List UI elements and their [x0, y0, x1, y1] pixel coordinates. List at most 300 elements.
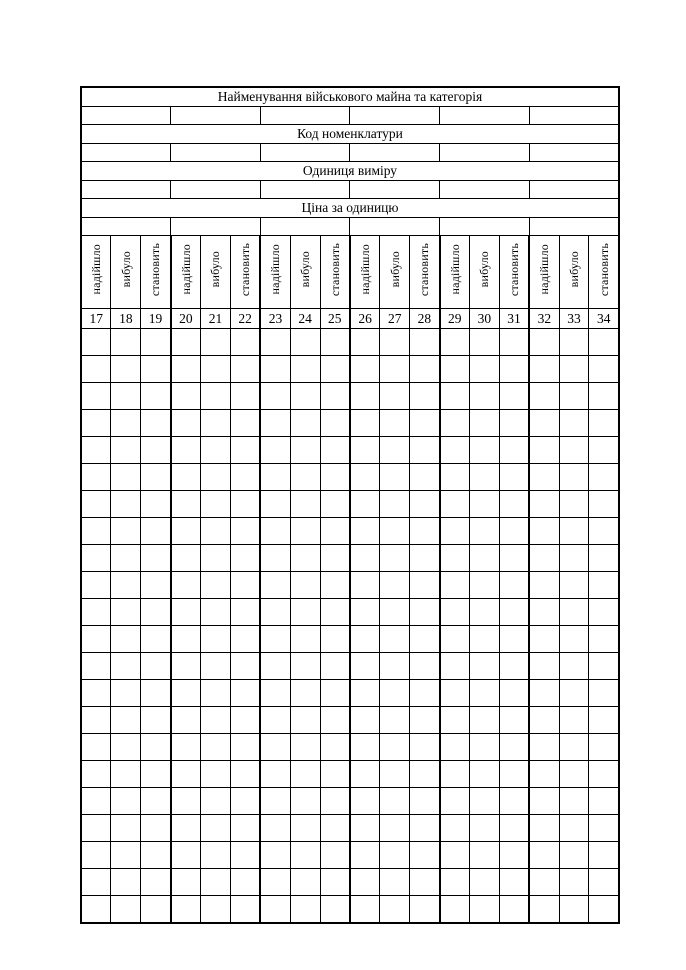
data-cell: [499, 896, 529, 924]
data-cell: [171, 680, 201, 707]
data-cell: [290, 842, 320, 869]
vertical-subheader-label: надійшло: [358, 244, 373, 295]
data-cell: [201, 572, 231, 599]
fill-row-unit-of-measure: [81, 180, 619, 199]
data-row: [81, 383, 619, 410]
data-row: [81, 707, 619, 734]
data-cell: [111, 518, 141, 545]
data-cell: [171, 842, 201, 869]
data-cell: [380, 788, 410, 815]
data-row: [81, 842, 619, 869]
vertical-subheader-label: становить: [417, 242, 432, 297]
data-cell: [260, 491, 290, 518]
data-cell: [410, 599, 440, 626]
data-cell: [410, 815, 440, 842]
data-cell: [320, 869, 350, 896]
vertical-subheader-cell: [141, 236, 171, 309]
data-cell: [201, 734, 231, 761]
data-cell: [410, 410, 440, 437]
data-cell: [81, 329, 111, 356]
data-cell: [290, 599, 320, 626]
data-cell: [380, 761, 410, 788]
data-cell: [589, 896, 619, 924]
data-cell: [410, 734, 440, 761]
data-cell: [469, 518, 499, 545]
data-cell: [469, 680, 499, 707]
data-cell: [320, 383, 350, 410]
data-cell: [111, 626, 141, 653]
data-cell: [141, 410, 171, 437]
column-number-cell: 27: [380, 309, 410, 329]
entry-cell: [440, 143, 530, 162]
data-cell: [111, 842, 141, 869]
data-cell: [260, 518, 290, 545]
data-cell: [350, 518, 380, 545]
property-accounting-table: [80, 86, 620, 924]
data-cell: [350, 653, 380, 680]
data-cell: [350, 356, 380, 383]
data-cell: [81, 842, 111, 869]
vertical-subheader-cell: [410, 236, 440, 309]
data-cell: [260, 761, 290, 788]
data-cell: [410, 491, 440, 518]
vertical-subheader-cell: [350, 236, 380, 309]
data-cell: [499, 410, 529, 437]
data-row: [81, 572, 619, 599]
data-cell: [589, 410, 619, 437]
data-cell: [201, 410, 231, 437]
data-cell: [171, 707, 201, 734]
data-cell: [320, 680, 350, 707]
data-cell: [529, 410, 559, 437]
data-cell: [559, 356, 589, 383]
data-cell: [440, 815, 470, 842]
data-cell: [469, 383, 499, 410]
data-cell: [260, 383, 290, 410]
data-cell: [201, 491, 231, 518]
data-row: [81, 680, 619, 707]
data-cell: [350, 896, 380, 924]
entry-cell: [529, 143, 619, 162]
data-cell: [469, 896, 499, 924]
data-cell: [171, 896, 201, 924]
data-cell: [141, 437, 171, 464]
data-cell: [529, 518, 559, 545]
form-table-body: [81, 87, 619, 923]
data-cell: [230, 599, 260, 626]
section-header-unit-price: Ціна за одиницю: [81, 199, 619, 218]
data-cell: [141, 491, 171, 518]
data-cell: [440, 491, 470, 518]
vertical-subheader-cell: [290, 236, 320, 309]
data-cell: [320, 572, 350, 599]
data-row: [81, 869, 619, 896]
vertical-subheader-label: надійшло: [178, 244, 193, 295]
column-number-cell: 30: [469, 309, 499, 329]
data-cell: [469, 869, 499, 896]
data-cell: [81, 707, 111, 734]
data-cell: [469, 545, 499, 572]
data-cell: [290, 761, 320, 788]
data-cell: [469, 572, 499, 599]
data-cell: [320, 653, 350, 680]
data-row: [81, 599, 619, 626]
data-cell: [469, 788, 499, 815]
data-cell: [230, 437, 260, 464]
data-cell: [350, 680, 380, 707]
data-cell: [171, 545, 201, 572]
column-number-cell: 34: [589, 309, 619, 329]
data-cell: [410, 707, 440, 734]
data-cell: [171, 572, 201, 599]
data-cell: [171, 761, 201, 788]
data-cell: [559, 761, 589, 788]
vertical-subheader-cell: [499, 236, 529, 309]
column-numbers-row: [81, 309, 619, 329]
data-cell: [559, 626, 589, 653]
entry-cell: [529, 106, 619, 125]
data-cell: [320, 464, 350, 491]
data-cell: [111, 356, 141, 383]
vertical-subheader-cell: [111, 236, 141, 309]
data-cell: [410, 572, 440, 599]
data-row: [81, 437, 619, 464]
data-cell: [171, 734, 201, 761]
data-cell: [290, 626, 320, 653]
data-cell: [81, 383, 111, 410]
data-cell: [81, 410, 111, 437]
data-cell: [529, 356, 559, 383]
data-cell: [410, 383, 440, 410]
data-cell: [111, 761, 141, 788]
column-number-cell: 29: [440, 309, 470, 329]
data-cell: [230, 518, 260, 545]
data-cell: [410, 842, 440, 869]
data-cell: [380, 626, 410, 653]
data-cell: [320, 626, 350, 653]
entry-cell: [440, 217, 530, 236]
data-cell: [499, 707, 529, 734]
data-cell: [380, 329, 410, 356]
data-cell: [290, 545, 320, 572]
data-cell: [111, 329, 141, 356]
data-cell: [81, 518, 111, 545]
data-cell: [290, 383, 320, 410]
data-cell: [410, 761, 440, 788]
data-cell: [141, 626, 171, 653]
data-cell: [141, 545, 171, 572]
data-cell: [260, 437, 290, 464]
data-cell: [380, 464, 410, 491]
data-cell: [350, 491, 380, 518]
data-cell: [350, 383, 380, 410]
data-cell: [499, 599, 529, 626]
data-cell: [260, 410, 290, 437]
data-row: [81, 329, 619, 356]
vertical-subheader-label: надійшло: [537, 244, 552, 295]
vertical-subheader-label: вибуло: [477, 251, 492, 288]
data-cell: [469, 464, 499, 491]
data-cell: [141, 518, 171, 545]
data-cell: [260, 815, 290, 842]
data-cell: [410, 356, 440, 383]
data-cell: [410, 869, 440, 896]
data-cell: [141, 356, 171, 383]
data-cell: [81, 761, 111, 788]
data-cell: [469, 707, 499, 734]
data-row: [81, 356, 619, 383]
data-cell: [380, 518, 410, 545]
data-cell: [440, 788, 470, 815]
data-cell: [440, 626, 470, 653]
data-cell: [499, 545, 529, 572]
data-cell: [499, 437, 529, 464]
data-cell: [529, 572, 559, 599]
vertical-subheader-label: вибуло: [118, 251, 133, 288]
data-cell: [559, 599, 589, 626]
data-cell: [201, 599, 231, 626]
section-header-row-unit-price: [81, 199, 619, 218]
data-cell: [230, 329, 260, 356]
data-cell: [440, 761, 470, 788]
vertical-subheader-label: вибуло: [298, 251, 313, 288]
data-cell: [589, 545, 619, 572]
data-cell: [469, 437, 499, 464]
data-cell: [559, 518, 589, 545]
data-cell: [469, 653, 499, 680]
entry-cell: [350, 106, 440, 125]
data-cell: [380, 653, 410, 680]
data-cell: [499, 626, 529, 653]
vertical-subheader-cell: [380, 236, 410, 309]
data-cell: [111, 410, 141, 437]
data-cell: [469, 410, 499, 437]
data-cell: [380, 356, 410, 383]
vertical-subheader-cell: [171, 236, 201, 309]
data-cell: [440, 437, 470, 464]
data-cell: [260, 842, 290, 869]
data-cell: [290, 788, 320, 815]
data-cell: [81, 491, 111, 518]
data-cell: [529, 842, 559, 869]
data-cell: [201, 626, 231, 653]
data-cell: [410, 896, 440, 924]
data-cell: [529, 383, 559, 410]
data-cell: [111, 680, 141, 707]
data-cell: [81, 356, 111, 383]
data-cell: [529, 599, 559, 626]
data-cell: [589, 869, 619, 896]
data-cell: [589, 572, 619, 599]
data-cell: [559, 788, 589, 815]
data-cell: [440, 464, 470, 491]
entry-cell: [81, 106, 171, 125]
data-cell: [201, 545, 231, 572]
data-cell: [440, 869, 470, 896]
data-cell: [350, 410, 380, 437]
data-cell: [469, 815, 499, 842]
data-row: [81, 545, 619, 572]
data-cell: [230, 572, 260, 599]
data-cell: [350, 545, 380, 572]
data-cell: [440, 707, 470, 734]
entry-cell: [529, 217, 619, 236]
data-cell: [111, 869, 141, 896]
vertical-subheader-cell: [559, 236, 589, 309]
data-cell: [141, 329, 171, 356]
data-cell: [380, 734, 410, 761]
data-cell: [320, 518, 350, 545]
entry-cell: [260, 143, 350, 162]
data-cell: [469, 491, 499, 518]
vertical-subheader-row: [81, 236, 619, 309]
data-cell: [380, 869, 410, 896]
data-cell: [410, 680, 440, 707]
fill-row-unit-price: [81, 217, 619, 236]
data-cell: [230, 356, 260, 383]
data-cell: [230, 761, 260, 788]
data-cell: [201, 464, 231, 491]
data-cell: [589, 761, 619, 788]
data-cell: [201, 329, 231, 356]
data-cell: [290, 680, 320, 707]
vertical-subheader-label: становить: [148, 242, 163, 297]
data-cell: [410, 518, 440, 545]
section-header-nomenclature-code: Код номенклатури: [81, 125, 619, 144]
vertical-subheader-cell: [81, 236, 111, 309]
data-cell: [559, 896, 589, 924]
data-cell: [499, 869, 529, 896]
column-number-cell: 19: [141, 309, 171, 329]
fill-row-name-category: [81, 106, 619, 125]
data-cell: [230, 545, 260, 572]
data-cell: [380, 707, 410, 734]
data-cell: [230, 680, 260, 707]
vertical-subheader-cell: [529, 236, 559, 309]
data-cell: [320, 437, 350, 464]
data-cell: [81, 437, 111, 464]
data-cell: [559, 329, 589, 356]
data-cell: [499, 356, 529, 383]
data-cell: [410, 437, 440, 464]
data-cell: [141, 761, 171, 788]
data-cell: [499, 788, 529, 815]
data-row: [81, 734, 619, 761]
data-cell: [111, 464, 141, 491]
data-cell: [380, 815, 410, 842]
data-cell: [589, 680, 619, 707]
entry-cell: [171, 106, 261, 125]
data-cell: [201, 680, 231, 707]
data-cell: [260, 653, 290, 680]
vertical-subheader-label: вибуло: [566, 251, 581, 288]
data-cell: [290, 707, 320, 734]
data-cell: [290, 410, 320, 437]
data-row: [81, 491, 619, 518]
data-cell: [260, 572, 290, 599]
data-cell: [320, 707, 350, 734]
data-cell: [589, 842, 619, 869]
data-cell: [499, 842, 529, 869]
data-cell: [141, 572, 171, 599]
data-cell: [350, 626, 380, 653]
data-cell: [589, 815, 619, 842]
data-cell: [529, 680, 559, 707]
data-cell: [171, 329, 201, 356]
data-cell: [559, 545, 589, 572]
data-cell: [171, 788, 201, 815]
column-number-cell: 32: [529, 309, 559, 329]
data-cell: [171, 653, 201, 680]
data-cell: [141, 680, 171, 707]
data-cell: [141, 734, 171, 761]
data-cell: [410, 626, 440, 653]
data-cell: [111, 896, 141, 924]
data-cell: [230, 491, 260, 518]
data-cell: [81, 896, 111, 924]
data-cell: [559, 410, 589, 437]
data-cell: [201, 842, 231, 869]
fill-row-nomenclature-code: [81, 143, 619, 162]
data-cell: [171, 815, 201, 842]
column-number-cell: 31: [499, 309, 529, 329]
vertical-subheader-cell: [440, 236, 470, 309]
data-cell: [499, 329, 529, 356]
data-cell: [171, 410, 201, 437]
data-cell: [499, 734, 529, 761]
vertical-subheader-cell: [260, 236, 290, 309]
data-cell: [111, 383, 141, 410]
data-cell: [559, 707, 589, 734]
data-cell: [230, 734, 260, 761]
data-cell: [260, 707, 290, 734]
data-cell: [559, 842, 589, 869]
data-cell: [320, 329, 350, 356]
data-cell: [141, 653, 171, 680]
column-number-cell: 22: [230, 309, 260, 329]
vertical-subheader-label: надійшло: [268, 244, 283, 295]
data-cell: [230, 842, 260, 869]
data-cell: [350, 869, 380, 896]
data-cell: [469, 761, 499, 788]
data-cell: [111, 815, 141, 842]
entry-cell: [260, 106, 350, 125]
entry-cell: [350, 217, 440, 236]
data-cell: [111, 734, 141, 761]
data-cell: [499, 815, 529, 842]
entry-cell: [171, 143, 261, 162]
data-cell: [290, 653, 320, 680]
data-cell: [589, 383, 619, 410]
data-cell: [171, 491, 201, 518]
vertical-subheader-label: надійшло: [447, 244, 462, 295]
section-header-row-nomenclature-code: [81, 125, 619, 144]
data-cell: [559, 815, 589, 842]
data-cell: [380, 491, 410, 518]
data-cell: [230, 626, 260, 653]
data-cell: [141, 842, 171, 869]
data-cell: [589, 437, 619, 464]
data-cell: [201, 788, 231, 815]
entry-cell: [171, 180, 261, 199]
column-number-cell: 18: [111, 309, 141, 329]
entry-cell: [260, 217, 350, 236]
vertical-subheader-label: становить: [327, 242, 342, 297]
data-cell: [589, 626, 619, 653]
data-cell: [529, 707, 559, 734]
data-cell: [499, 761, 529, 788]
data-cell: [410, 464, 440, 491]
